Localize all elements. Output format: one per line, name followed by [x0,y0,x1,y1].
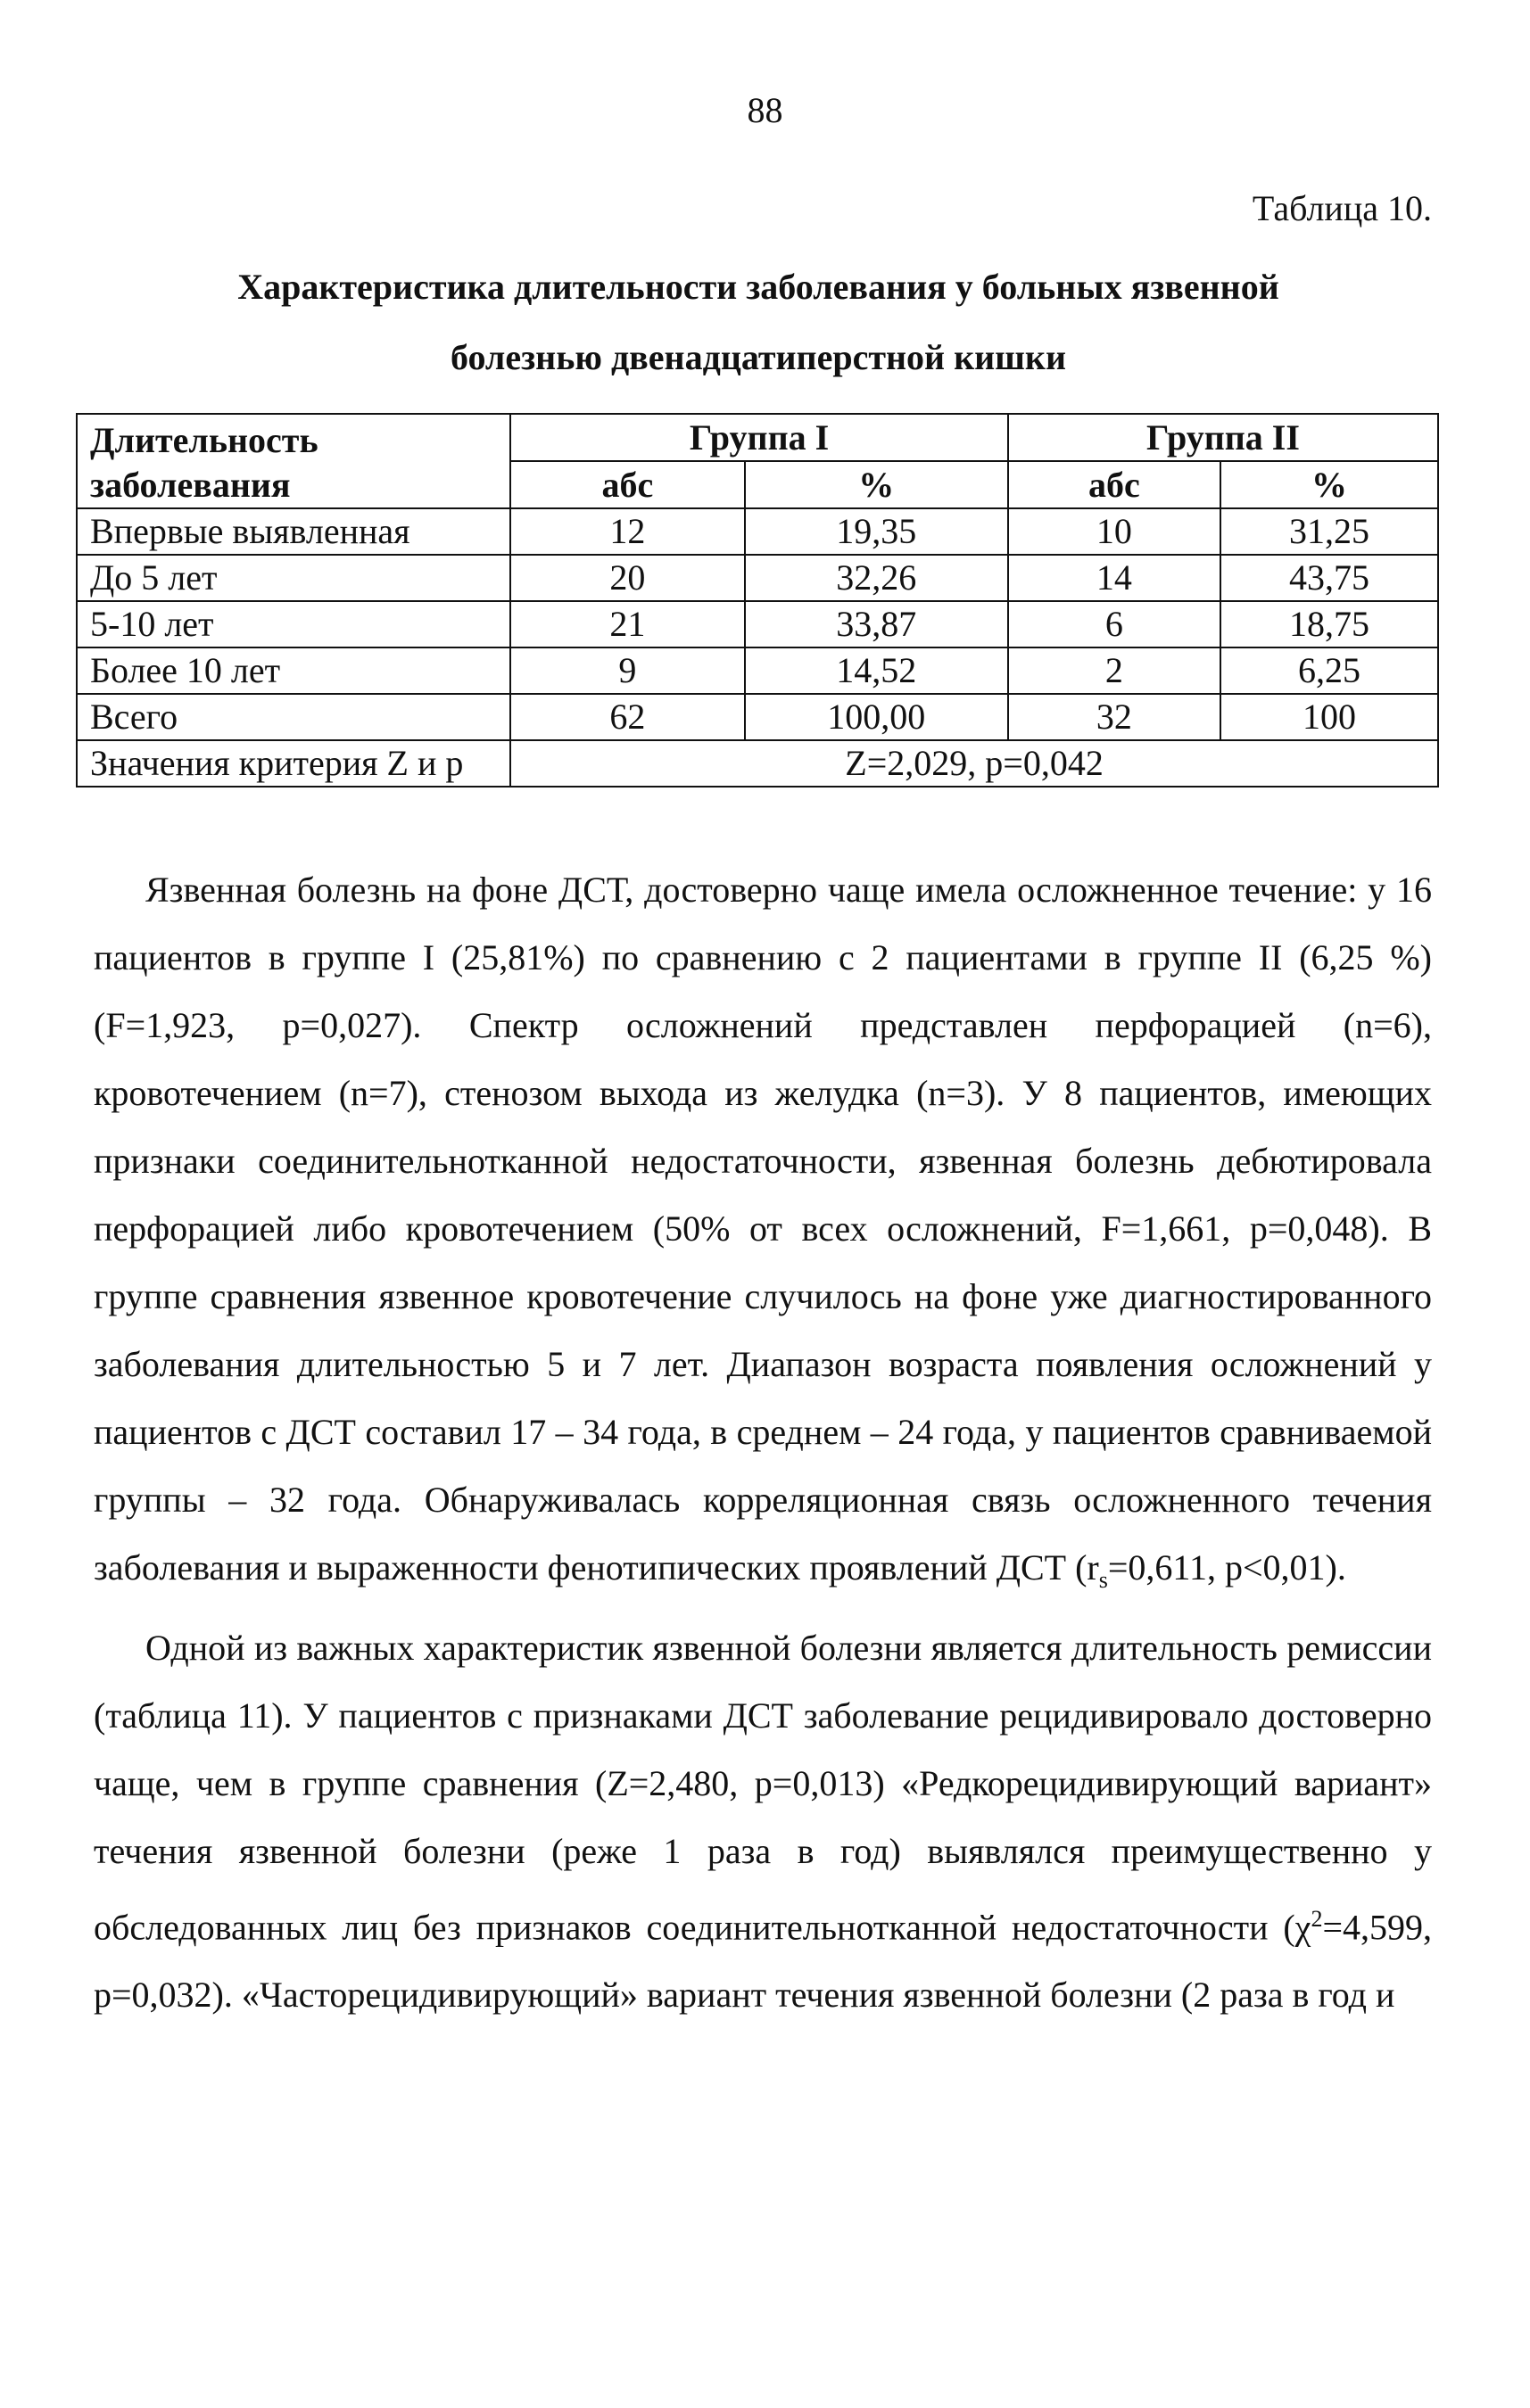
subscript-s: s [1098,1567,1108,1593]
table-criteria-row [77,740,1438,787]
subheader-g2-pct: % [1220,461,1438,508]
cell-g2-abs: 6 [1008,601,1220,647]
table-title-line-1: Характеристика длительности заболевания у больных язвенной [237,267,1279,307]
cell-g2-pct: 18,75 [1220,601,1438,647]
cell-g2-abs: 32 [1008,694,1220,740]
cell-g1-abs: 62 [510,694,745,740]
cell-g1-abs: 20 [510,555,745,601]
superscript-2: 2 [1311,1906,1323,1932]
row-label: До 5 лет [77,555,510,601]
table-title-line-2: болезнью двенадцатиперстной кишки [450,337,1067,377]
page-number: 88 [747,90,783,130]
paragraph-2-tail: =4,599, p=0,032). «Часторецидивирующий» вариант течения язвенной болезни (2 раза в год и [94,1907,1432,2016]
row-label: 5-10 лет [77,601,510,647]
criteria-value: Z=2,029, p=0,042 [510,740,1438,787]
criteria-label: Значения критерия Z и p [77,740,510,787]
cell-g1-abs: 21 [510,601,745,647]
cell-g1-abs: 9 [510,647,745,694]
cell-g2-abs: 10 [1008,508,1220,555]
paragraph-1-tail: =0,611, p<0,01). [1107,1547,1346,1587]
table-header-row [77,414,1438,461]
paragraph-1 [94,856,1432,1614]
cell-g2-pct: 31,25 [1220,508,1438,555]
table-row [77,555,1438,601]
body-text [94,856,1432,2029]
paragraph-2 [94,1614,1432,2029]
header-group-2: Группа II [1008,414,1438,461]
table-row [77,647,1438,694]
table-row [77,694,1438,740]
header-duration: Длительность заболевания [77,414,510,508]
row-label: Всего [77,694,510,740]
row-label: Впервые выявленная [77,508,510,555]
cell-g1-pct: 100,00 [745,694,1008,740]
table-title [89,252,1427,392]
table-row [77,601,1438,647]
cell-g1-pct: 19,35 [745,508,1008,555]
table-row [77,508,1438,555]
cell-g2-pct: 43,75 [1220,555,1438,601]
row-label: Более 10 лет [77,647,510,694]
cell-g1-pct: 33,87 [745,601,1008,647]
paragraph-1-text: Язвенная болезнь на фоне ДСТ, достоверно чаще имела осложненное течение: у 16 пациентов в группе I (25,81%) по сравнению с 2 пациентами в группе II (6,25 %) (F=1,923, p=0,027). Спектр осложнений представлен перфорацией (n=6), кровотечением (n=7), стенозом выхода из желудка (n=3). У 8 пациентов, имеющих признаки соединительнотканной недостаточности, язвенная болезнь дебютировала перфорацией либо кровотечением (50% от всех осложнений, F=1,661, p=0,048). В группе сравнения язвенное кровотечение случилось на фоне уже диагностированного заболевания длительностью 5 и 7 лет. Диапазон возраста появления осложнений у пациентов с ДСТ составил 17 – 34 года, в среднем – 24 года, у пациентов сравниваемой группы – 32 года. Обнаруживалась корреляционная связь осложненного течения заболевания и выраженности фенотипических проявлений ДСТ (r [94,870,1432,1587]
cell-g1-pct: 32,26 [745,555,1008,601]
table-caption: Таблица 10. [1252,188,1432,228]
cell-g1-pct: 14,52 [745,647,1008,694]
duration-table [76,413,1439,788]
cell-g2-pct: 100 [1220,694,1438,740]
subheader-g1-pct: % [745,461,1008,508]
cell-g2-pct: 6,25 [1220,647,1438,694]
cell-g1-abs: 12 [510,508,745,555]
cell-g2-abs: 2 [1008,647,1220,694]
header-group-1: Группа I [510,414,1008,461]
subheader-g2-abs: абс [1008,461,1220,508]
subheader-g1-abs: абс [510,461,745,508]
paragraph-2-text: Одной из важных характеристик язвенной болезни является длительность ремиссии (таблица 11). У пациентов с признаками ДСТ заболевание рецидивировало достоверно чаще, чем в группе сравнения (Z=2,480, p=0,013) «Редкорецидивирующий вариант» течения язвенной болезни (реже 1 раза в год) выявлялся преимущественно у обследованных лиц без признаков соединительнотканной недостаточности (χ [94,1628,1432,1948]
cell-g2-abs: 14 [1008,555,1220,601]
